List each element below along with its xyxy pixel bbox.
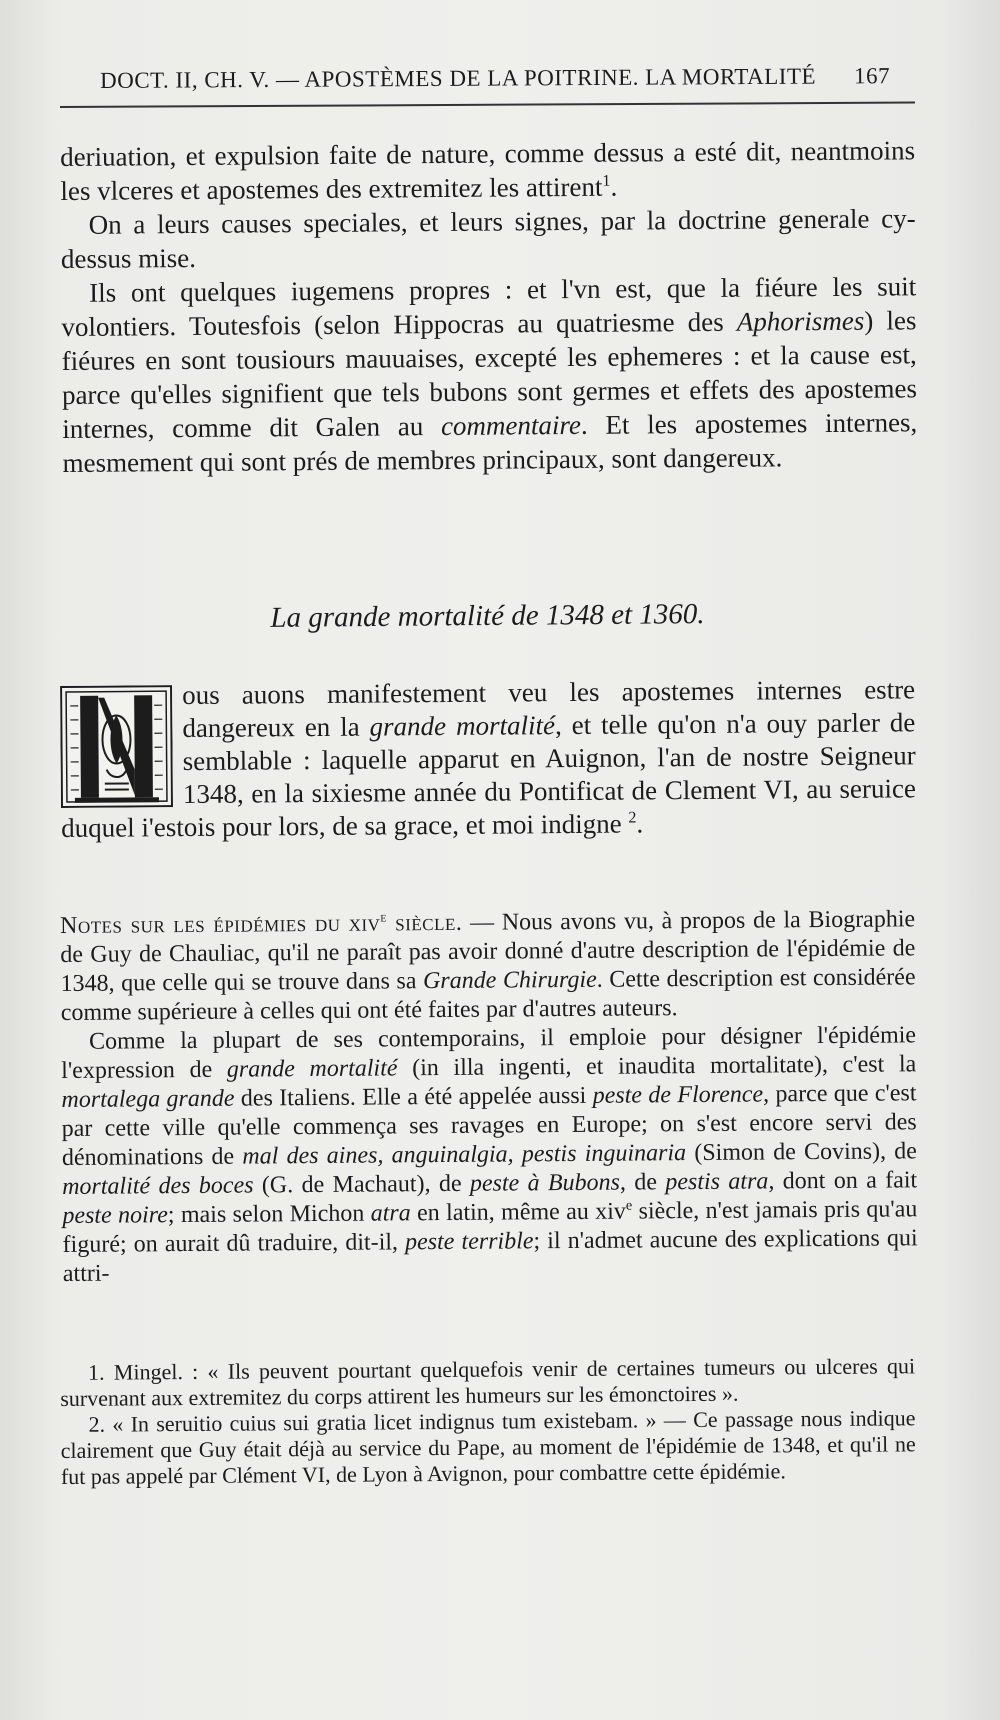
text-run: Comme la plupart de ses contemporains, il emploie pour désigner l'épidémie l'expression de bbox=[61, 1022, 917, 1084]
text-run: ous auons manifestement veu les apostemes internes estre dangereux en la bbox=[182, 674, 916, 744]
notes-heading-tail: siècle. bbox=[386, 909, 463, 937]
superscript: e bbox=[625, 1197, 633, 1214]
section-heading: La grande mortalité de 1348 et 1360. bbox=[270, 598, 705, 634]
main-text bbox=[60, 133, 918, 480]
text-run: — Nous avons vu, à propos de la Biographie de Guy de Chauliac, qu'il ne paraît pas avoir donné d'autre description de l'épidémie de 1348, que celle qui se trouve dans sa bbox=[60, 906, 916, 997]
italic-run: mortalega grande bbox=[61, 1085, 235, 1113]
notes-section bbox=[60, 905, 918, 1289]
text-run: . bbox=[636, 808, 644, 839]
italic-run: Aphorismes bbox=[736, 305, 865, 337]
italic-run: peste à Bubons bbox=[469, 1169, 621, 1197]
italic-run: mal des aines, anguinalgia, pestis inguinaria bbox=[242, 1140, 687, 1170]
italic-run: peste terrible bbox=[404, 1228, 534, 1256]
italic-run: peste noire bbox=[62, 1202, 168, 1229]
footnotes bbox=[60, 1353, 916, 1490]
text-run: (in illa ingenti, et inaudita mortalitate), c'est la bbox=[397, 1051, 917, 1082]
text-run: ) les fiéures en sont tousiours mauuaises, excepté les ephemeres : et la cause est, parce qu'elles signifient que tels bubons sont germes et effets des apostemes internes, comme dit Galen au bbox=[61, 305, 918, 444]
italic-run: mortalité des boces bbox=[62, 1172, 254, 1200]
footnote-1: 1. Mingel. : « Ils peuvent pourtant quelquefois venir de certaines tumeurs ou ulceres qui survenant aux extremitez du corps attirent les humeurs sur les émonctoires ». bbox=[60, 1353, 916, 1411]
notes-heading-text: Notes sur les épidémies du xiv bbox=[60, 910, 381, 939]
dropcap-paragraph bbox=[60, 673, 916, 845]
text-run: siècle, n'est jamais pris qu'au figuré; on aurait dû traduire, dit-il, bbox=[62, 1196, 918, 1258]
italic-run: grande mortalité bbox=[369, 710, 556, 742]
main-paragraph-1 bbox=[60, 133, 916, 208]
text-run: , parce que c'est par cette ville qu'elle commença ses ravages en Europe; on s'est encore servi des dénominations de bbox=[61, 1080, 917, 1171]
italic-run: Grande Chirurgie bbox=[422, 966, 597, 995]
notes-paragraph-1 bbox=[60, 905, 916, 1028]
text-run: Ils ont quelques iugemens propres : et l'vn est, que la fiéure les suit volontiers. Toutesfois (selon Hippocras au quatriesme des bbox=[61, 271, 917, 342]
italic-run: atra bbox=[370, 1200, 411, 1227]
text-run: , de bbox=[619, 1169, 666, 1196]
main-paragraph-1-text: deriuation, et expulsion faite de nature, comme dessus a esté dit, neantmoins les vlceres et apostemes des extremitez les attirent bbox=[60, 135, 916, 206]
text-run: . Et les apostemes internes, mesmement qui sont prés de membres principaux, sont dangereux. bbox=[62, 407, 918, 478]
notes-paragraph-2 bbox=[61, 1021, 918, 1289]
text-run: des Italiens. Elle a été appelée aussi bbox=[234, 1082, 593, 1112]
notes-heading bbox=[60, 910, 462, 939]
main-paragraph-2: On a leurs causes speciales, et leurs signes, par la doctrine generale cy-dessus mise. bbox=[60, 203, 916, 274]
footnote-ref-2[interactable]: 2 bbox=[628, 808, 637, 827]
main-paragraph-1-end: . bbox=[610, 171, 618, 202]
header-rule bbox=[60, 102, 915, 108]
text-run: ; mais selon Michon bbox=[167, 1200, 371, 1229]
running-head bbox=[100, 63, 891, 93]
text-run: en latin, même au xiv bbox=[410, 1198, 626, 1227]
italic-run: commentaire bbox=[440, 409, 582, 442]
page-number: 167 bbox=[853, 63, 891, 89]
ornamental-initial-n-icon bbox=[60, 685, 173, 808]
text-run: , dont on a fait bbox=[768, 1167, 918, 1195]
text-run: ; il n'admet aucune des explications qui attri- bbox=[62, 1225, 918, 1287]
footnote-2: 2. « In seruitio cuius sui gratia licet indignus tum existebam. » — Ce passage nous indique clairement que Guy était déjà au service du Pape, au moment de l'épidémie de 1348, et qu'il ne fut pas appelé par Clément VI, de Lyon à Avignon, pour combattre cette épidémie. bbox=[60, 1405, 916, 1489]
text-run: , et telle qu'on n'a ouy parler de semblable : laquelle apparut en Auignon, l'an de nostre Seigneur 1348, en la sixiesme année du Pontificat de Clement VI, au seruice duquel i'estois pour lors, de sa grace, et moi indigne bbox=[61, 707, 916, 843]
running-head-title: DOCT. II, CH. V. — APOSTÈMES DE LA POITRINE. LA MORTALITÉ bbox=[100, 63, 817, 93]
footnote-ref-1[interactable]: 1 bbox=[602, 171, 611, 190]
main-paragraph-3 bbox=[61, 269, 918, 480]
text-run: . Cette description est considérée comme supérieure à celles qui ont été faites par d'autres auteurs. bbox=[60, 964, 916, 1026]
italic-run: grande mortalité bbox=[226, 1055, 398, 1083]
italic-run: peste de Florence bbox=[592, 1081, 764, 1109]
text-run: (G. de Machaut), de bbox=[253, 1170, 471, 1199]
italic-run: pestis atra bbox=[665, 1168, 769, 1196]
superscript: e bbox=[380, 909, 388, 926]
text-run: (Simon de Covins), de bbox=[685, 1138, 918, 1167]
